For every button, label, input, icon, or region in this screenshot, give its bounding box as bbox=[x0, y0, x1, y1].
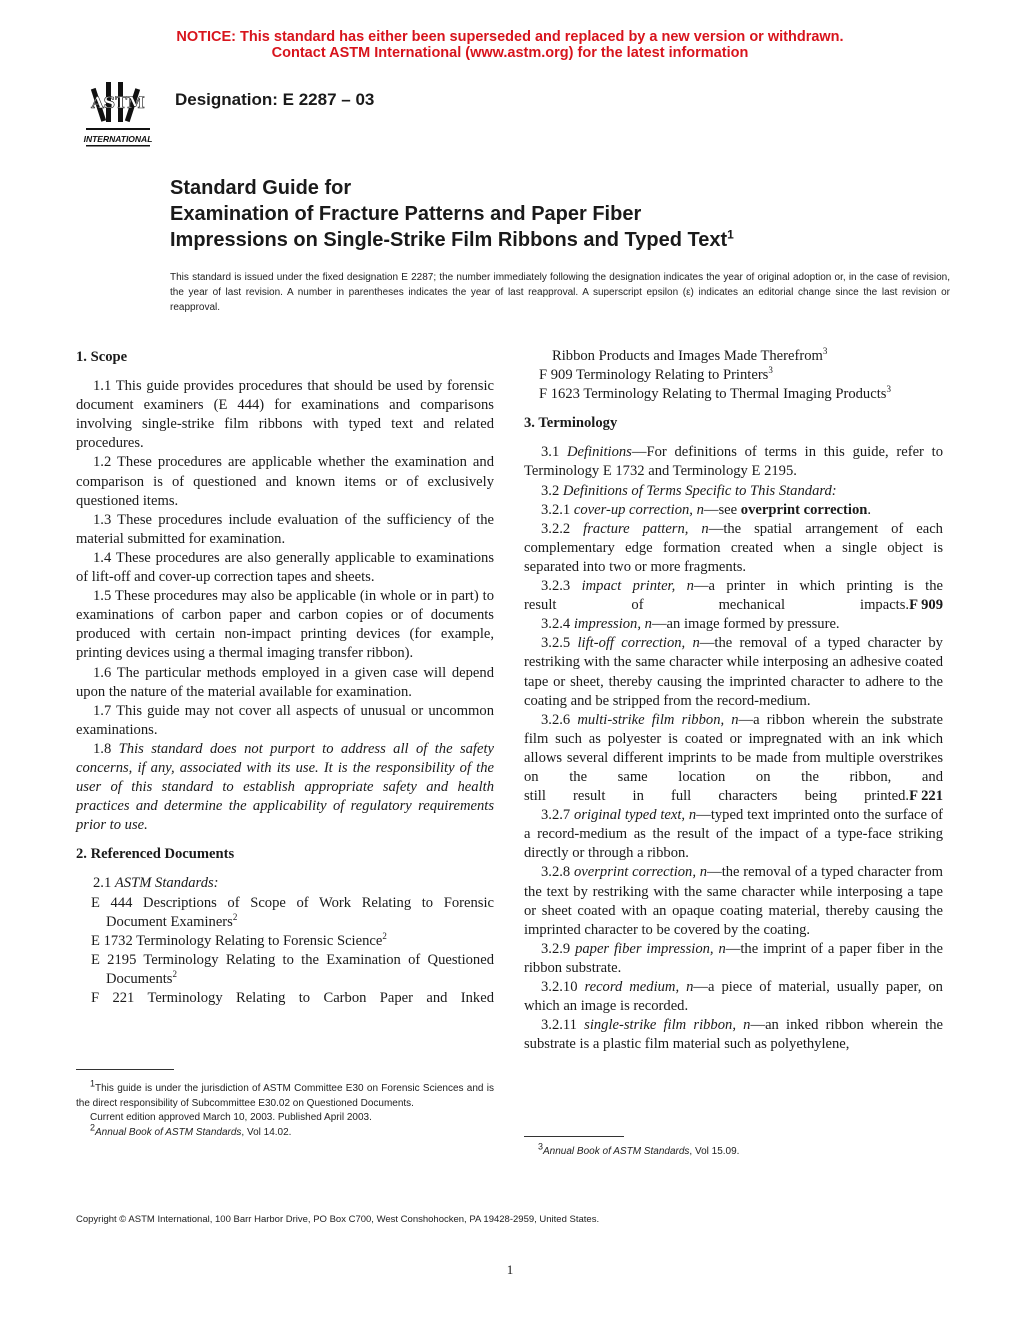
def-11-num: 3.2.11 bbox=[541, 1017, 585, 1034]
withdrawn-notice-line-1: NOTICE: This standard has either been superseded and replaced by a new version or withdrawn. bbox=[176, 29, 844, 45]
astm-logo bbox=[76, 78, 160, 150]
left-column bbox=[76, 340, 494, 1008]
title-line-3 bbox=[170, 227, 950, 253]
ref-f1623-text: F 1623 Terminology Relating to Thermal Imaging Products bbox=[539, 386, 887, 403]
def-6-text-2: still result in full characters being printed. bbox=[524, 788, 910, 805]
title-line-1: Standard Guide for bbox=[170, 177, 352, 199]
def-8-num: 3.2.8 bbox=[541, 864, 574, 881]
footnote-2-title: Annual Book of ASTM Standards bbox=[95, 1126, 242, 1138]
def-9-term: paper fiber impression, n bbox=[575, 940, 726, 957]
def-3-term: impact printer, n bbox=[581, 578, 694, 595]
section-scope-heading: 1. Scope bbox=[76, 349, 128, 365]
footnote-3 bbox=[524, 1141, 943, 1160]
ref-e2195-text: E 2195 Terminology Relating to the Examination of Questioned Documents bbox=[91, 951, 494, 987]
para-1-1: 1.1 This guide provides procedures that should be used by forensic document examiners (E 444) for examinations and comparisons involving single-strike film ribbons with typed text and related procedures. bbox=[76, 378, 494, 452]
definition-3-2-1 bbox=[524, 501, 943, 520]
ref-e444-text: E 444 Descriptions of Scope of Work Relating to Forensic Document Examiners bbox=[91, 894, 494, 930]
section-terminology-heading: 3. Terminology bbox=[524, 415, 618, 432]
def-1-num: 3.2.1 bbox=[541, 501, 574, 518]
para-1-5: 1.5 These procedures may also be applicable (in whole or in part) to examinations of carbon paper and carbon copies or of documents produced with certain non-impact printing devices (for example, printing devices using a thermal imaging transfer ribbon). bbox=[76, 588, 494, 662]
def-3-num: 3.2.3 bbox=[541, 578, 582, 595]
ref-f1623 bbox=[524, 385, 943, 404]
title-footnote-mark: 1 bbox=[727, 227, 734, 242]
def-7-term: original typed text, n bbox=[574, 807, 697, 824]
para-1-7: 1.7 This guide may not cover all aspects of unusual or uncommon examinations. bbox=[76, 702, 494, 738]
def-6-text-1: —a ribbon wherein the substrate film such as polyester is coated or impregnated with an ink which allows several different imprints to be made from multiple overstrikes on the same location on the ribbon, and bbox=[524, 711, 943, 785]
definition-3-2-8 bbox=[524, 863, 943, 939]
def-6-ref: F 221 bbox=[909, 788, 943, 805]
withdrawn-notice-line-2: Contact ASTM International (www.astm.org) for the latest information bbox=[271, 45, 749, 61]
para-2-1-text: ASTM Standards: bbox=[114, 875, 219, 892]
def-10-text: —a piece of material, usually paper, on which an image is recorded. bbox=[524, 979, 943, 1015]
right-column bbox=[524, 347, 943, 1054]
document-title bbox=[170, 175, 950, 253]
section-refdocs-heading: 2. Referenced Documents bbox=[76, 846, 235, 863]
para-3-1 bbox=[524, 443, 943, 481]
def-11-term: single-strike film ribbon, n bbox=[584, 1017, 751, 1034]
footnote-3-mark: 3 bbox=[538, 1141, 544, 1152]
definition-3-2-7 bbox=[524, 806, 943, 863]
def-5-num: 3.2.5 bbox=[541, 635, 578, 652]
ref-e1732 bbox=[76, 932, 494, 951]
definition-3-2-9 bbox=[524, 940, 943, 978]
def-8-text: —the removal of a typed character from the text by restriking with the same character while interposing a tape or sheet coated with an opaque coating material, thereby causing the imprinted character to be covered by the coating. bbox=[524, 864, 943, 938]
right-footnotes bbox=[524, 1141, 943, 1160]
para-1-8 bbox=[76, 740, 494, 835]
def-9-text: —the imprint of a paper fiber in the ribbon substrate. bbox=[524, 940, 944, 976]
ref-f221: F 221 Terminology Relating to Carbon Paper and Inked bbox=[91, 990, 494, 1006]
right-footnote-rule bbox=[524, 1136, 624, 1137]
def-5-text: —the removal of a typed character by restriking with the same character while interposing an adhesive coated tape or sheet, thereby causing the imprinted character to adhere to the coating and be stripped from the record-medium. bbox=[524, 635, 943, 709]
ref-f221-continued bbox=[524, 347, 943, 366]
title-line-2: Examination of Fracture Patterns and Paper Fiber bbox=[170, 203, 642, 225]
definition-3-2-11 bbox=[524, 1016, 943, 1054]
def-8-term: overprint correction, n bbox=[573, 864, 708, 881]
para-2-1 bbox=[76, 874, 494, 893]
def-4-term: impression, n bbox=[573, 616, 652, 633]
footnote-2 bbox=[76, 1122, 494, 1141]
issued-note: This standard is issued under the fixed designation E 2287; the number immediately following the designation indicates the year of original adoption or, in the case of revision, the year of last revision. A number in parentheses indicates the year of last reapproval. A superscript epsilon (ε) indicates an editorial change since the last revision or reapproval. bbox=[170, 272, 950, 313]
def-5-term: lift-off correction, n bbox=[577, 635, 700, 652]
ref-e1732-sup: 2 bbox=[382, 930, 387, 941]
para-1-8-text: This standard does not purport to address all of the safety concerns, if any, associated with its use. It is the responsibility of the user of this standard to establish appropriate safety and health practices and determine the applicability of regulatory requirements prior to use. bbox=[76, 740, 494, 834]
footnote-2-vol: , Vol 14.02. bbox=[241, 1126, 292, 1138]
ref-f1623-sup: 3 bbox=[886, 384, 891, 395]
definition-3-2-4 bbox=[524, 615, 943, 634]
def-2-num: 3.2.2 bbox=[541, 520, 584, 537]
definition-3-2-10 bbox=[524, 978, 943, 1016]
definition-3-2-5 bbox=[524, 634, 943, 710]
def-7-text: —typed text imprinted onto the surface of a record-medium as the result of the impact of a type-face striking directly or through a ribbon. bbox=[524, 807, 944, 862]
def-2-text: —the spatial arrangement of each complementary edge formation created when a single object is separated into two or more fragments. bbox=[524, 520, 943, 575]
def-1-term: cover-up correction, n bbox=[573, 501, 704, 518]
para-3-1-num: 3.1 bbox=[541, 444, 567, 461]
footnote-1-text: This guide is under the jurisdiction of ASTM Committee E30 on Forensic Sciences and is the direct responsibility of Subcommittee E30.02 on Questioned Documents. bbox=[76, 1083, 494, 1109]
ref-f909-sup: 3 bbox=[768, 365, 773, 376]
para-3-2-term: Definitions of Terms Specific to This Standard: bbox=[562, 482, 837, 499]
ref-f221-sup: 3 bbox=[822, 346, 828, 357]
def-1-bold: overprint correction bbox=[740, 501, 868, 518]
definition-3-2-6 bbox=[524, 711, 943, 787]
logo-text: ASTM bbox=[91, 93, 145, 112]
para-1-8-num: 1.8 bbox=[93, 740, 119, 757]
def-2-term: fracture pattern, n bbox=[583, 520, 709, 537]
para-3-1-text: —For definitions of terms in this guide, refer to Terminology E 1732 and Terminology E 2195. bbox=[524, 444, 944, 480]
title-line-3-text: Impressions on Single-Strike Film Ribbons and Typed Text bbox=[170, 229, 728, 251]
definition-3-2-3-end bbox=[524, 596, 943, 615]
def-3-text-2: result of mechanical impacts. bbox=[524, 597, 910, 614]
para-1-3: 1.3 These procedures include evaluation of the sufficiency of the material submitted for examination. bbox=[76, 511, 494, 547]
ref-e444 bbox=[76, 894, 494, 932]
ref-e1732-text: E 1732 Terminology Relating to Forensic Science bbox=[91, 932, 383, 949]
ref-f221-cont-text: Ribbon Products and Images Made Therefrom bbox=[552, 348, 823, 364]
footnote-3-title: Annual Book of ASTM Standards bbox=[543, 1146, 690, 1157]
left-footnotes bbox=[76, 1078, 494, 1140]
para-1-6: 1.6 The particular methods employed in a given case will depend upon the nature of the material available for examination. bbox=[76, 664, 494, 700]
para-3-2-num: 3.2 bbox=[541, 482, 563, 499]
para-1-2: 1.2 These procedures are applicable whether the examination and comparison is of questioned and known items or of exclusively questioned items. bbox=[76, 454, 494, 509]
definition-3-2-6-end bbox=[524, 787, 943, 806]
ref-e2195 bbox=[76, 951, 494, 989]
designation: Designation: E 2287 – 03 bbox=[175, 90, 375, 109]
ref-f909 bbox=[524, 366, 943, 385]
def-3-ref: F 909 bbox=[909, 597, 943, 614]
page-number: 1 bbox=[506, 1262, 514, 1277]
def-1-text: —see bbox=[703, 501, 741, 518]
def-10-term: record medium, n bbox=[584, 979, 694, 995]
footnote-1-mark: 1 bbox=[90, 1078, 96, 1089]
def-7-num: 3.2.7 bbox=[541, 807, 575, 824]
para-3-1-term: Definitions bbox=[566, 444, 632, 461]
def-1-end: . bbox=[867, 501, 872, 518]
def-4-num: 3.2.4 bbox=[541, 616, 574, 633]
left-footnote-rule bbox=[76, 1069, 174, 1070]
para-1-4: 1.4 These procedures are also generally applicable to examinations of lift-off and cover-up correction tapes and sheets. bbox=[76, 549, 494, 586]
footnote-2-mark: 2 bbox=[90, 1122, 96, 1133]
footnote-3-vol: , Vol 15.09. bbox=[689, 1146, 740, 1157]
def-4-text: —an image formed by pressure. bbox=[651, 616, 840, 633]
logo-subtext: INTERNATIONAL bbox=[83, 134, 153, 144]
def-3-text-1: —a printer in which printing is the bbox=[693, 578, 943, 595]
definition-3-2-3 bbox=[524, 577, 943, 596]
footnote-1 bbox=[76, 1078, 494, 1111]
ref-e2195-sup: 2 bbox=[172, 969, 177, 980]
para-3-2 bbox=[524, 482, 943, 501]
def-6-num: 3.2.6 bbox=[541, 711, 578, 728]
definition-3-2-2 bbox=[524, 520, 943, 577]
def-9-num: 3.2.9 bbox=[541, 940, 576, 957]
def-10-num: 3.2.10 bbox=[541, 979, 585, 995]
para-2-1-num: 2.1 bbox=[93, 875, 115, 892]
ref-f909-text: F 909 Terminology Relating to Printers bbox=[539, 367, 769, 384]
def-11-text: —an inked ribbon wherein the substrate is a plastic film material such as polyethylene, bbox=[524, 1017, 943, 1053]
ref-e444-sup: 2 bbox=[232, 911, 238, 922]
copyright-line: Copyright © ASTM International, 100 Barr Harbor Drive, PO Box C700, West Conshohocken, PA 19428-2959, United States. bbox=[76, 1214, 600, 1225]
def-6-term: multi-strike film ribbon, n bbox=[577, 711, 739, 728]
footnote-1-edition: Current edition approved March 10, 2003. Published April 2003. bbox=[90, 1112, 372, 1123]
